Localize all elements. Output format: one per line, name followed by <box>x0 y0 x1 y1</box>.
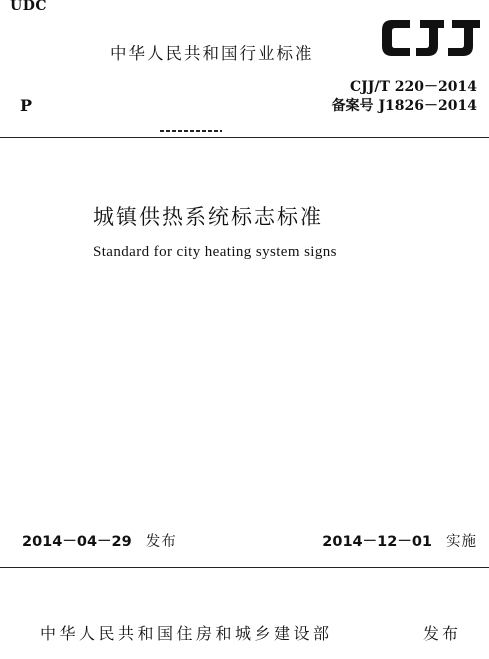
cjj-logo-icon <box>380 14 485 62</box>
implement-date: 2014－12－01 <box>322 534 432 550</box>
title-chinese: 城镇供热系统标志标准 <box>93 205 323 229</box>
issue-label: 发布 <box>145 534 177 550</box>
cjj-logo <box>380 14 485 62</box>
publisher-name: 中华人民共和国住房和城乡建设部 <box>40 624 333 643</box>
standard-code-block <box>332 78 477 116</box>
udc-label: UDC <box>10 0 47 14</box>
standard-number: CJJ/T 220－2014 <box>350 79 477 95</box>
issue-date-line <box>22 530 177 551</box>
implement-label: 实施 <box>446 534 477 550</box>
issue-date: 2014－04－29 <box>22 534 132 550</box>
implement-date-line <box>322 530 477 551</box>
bottom-rule <box>0 567 489 568</box>
record-number-line <box>332 97 477 116</box>
classification-code: P <box>20 96 33 115</box>
print-mark <box>160 130 222 132</box>
publish-label: 发布 <box>422 624 461 643</box>
top-rule <box>0 137 489 138</box>
record-number: J1826－2014 <box>378 98 477 114</box>
record-label: 备案号 <box>331 98 374 114</box>
title-english: Standard for city heating system signs <box>93 244 337 260</box>
standard-type-heading: 中华人民共和国行业标准 <box>110 44 314 63</box>
